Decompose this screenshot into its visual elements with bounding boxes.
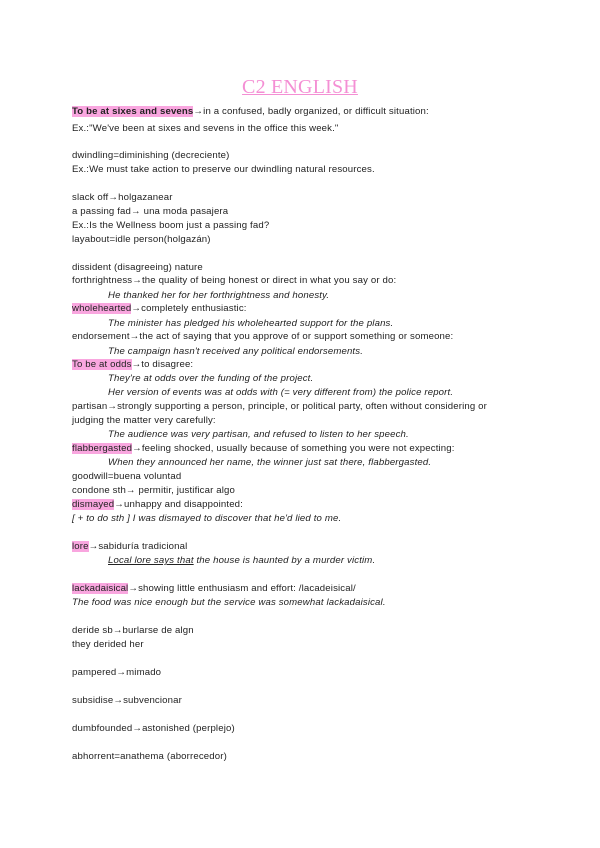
highlighted-term: lackadaisical [72,583,129,594]
entry-pampered: pampered→mimado [72,667,162,678]
highlighted-term: To be at odds [72,359,132,370]
entry-abhorrent: abhorrent=anathema (aborrecedor) [72,751,227,762]
highlighted-term: To be at sixes and sevens [72,106,194,117]
example-line: The audience was very partisan, and refused to listen to her speech. [108,429,409,440]
entry-endorsement: endorsement→the act of saying that you approve of or support something or someone: [72,331,454,342]
entry-dwindling: dwindling=diminishing (decreciente) [72,150,230,161]
underlined-phrase: Local lore says that [108,555,194,566]
entry-lore [72,541,187,553]
entry-partisan: partisan→strongly supporting a person, principle, or political party, often without considering or [72,401,488,412]
example-line: When they announced her name, the winner just sat there, flabbergasted. [108,457,432,468]
example-rest: the house is haunted by a murder victim. [193,555,376,566]
entry-lackadaisical [72,583,356,595]
entry-flabbergasted [72,443,455,455]
highlighted-term: wholehearted [72,303,132,314]
highlighted-term: flabbergasted [72,443,133,454]
example-line: The food was nice enough but the service was somewhat lackadaisical. [72,597,386,608]
example-line: They're at odds over the funding of the project. [108,373,314,384]
example-line: Her version of events was at odds with (= very different from) the police report. [108,387,454,398]
entry-dissident: dissident (disagreeing) nature [72,262,203,273]
example-line [108,555,375,567]
example-line: He thanked her for her forthrightness and honesty. [108,290,330,301]
definition-continued: judging the matter very carefully: [72,415,216,426]
highlighted-term: dismayed [72,499,115,510]
entry-goodwill: goodwill=buena voluntad [72,471,182,482]
example-line: Ex.:"We've been at sixes and sevens in the office this week." [72,123,339,134]
definition: →in a confused, badly organized, or difficult situation: [193,106,429,117]
entry-subsidise: subsidise→subvencionar [72,695,182,706]
entry-slack-off: slack off→holgazanear [72,192,173,203]
definition: →to disagree: [131,359,194,370]
entry-deride: deride sb→burlarse de algn [72,625,194,636]
entry-forthrightness: forthrightness→the quality of being honest or direct in what you say or do: [72,275,397,286]
example-line: The campaign hasn't received any political endorsements. [108,346,364,357]
entry-dumbfounded: dumbfounded→astonished (perplejo) [72,723,235,734]
highlighted-term: lore [72,541,89,552]
entry-at-odds [72,359,193,371]
definition: →feeling shocked, usually because of something you were not expecting: [132,443,455,454]
page-title: C2 ENGLISH [242,76,358,98]
entry-dismayed [72,499,243,511]
entry-wholehearted [72,303,247,315]
entry-layabout: layabout=idle person(holgazán) [72,234,211,245]
definition: →sabiduría tradicional [88,541,188,552]
entry-sixes-and-sevens [72,106,429,118]
definition: →unhappy and disappointed: [114,499,243,510]
definition: →completely enthusiastic: [131,303,247,314]
example-line: they derided her [72,639,144,650]
definition: →showing little enthusiasm and effort: /lacadeisical/ [128,583,356,594]
entry-condone: condone sth→ permitir, justificar algo [72,485,236,496]
example-line: The minister has pledged his wholehearted support for the plans. [108,318,394,329]
entry-passing-fad: a passing fad→ una moda pasajera [72,206,229,217]
example-line: [ + to do sth ] I was dismayed to discover that he'd lied to me. [72,513,342,524]
example-line: Ex.:Is the Wellness boom just a passing fad? [72,220,270,231]
example-line: Ex.:We must take action to preserve our dwindling natural resources. [72,164,375,175]
